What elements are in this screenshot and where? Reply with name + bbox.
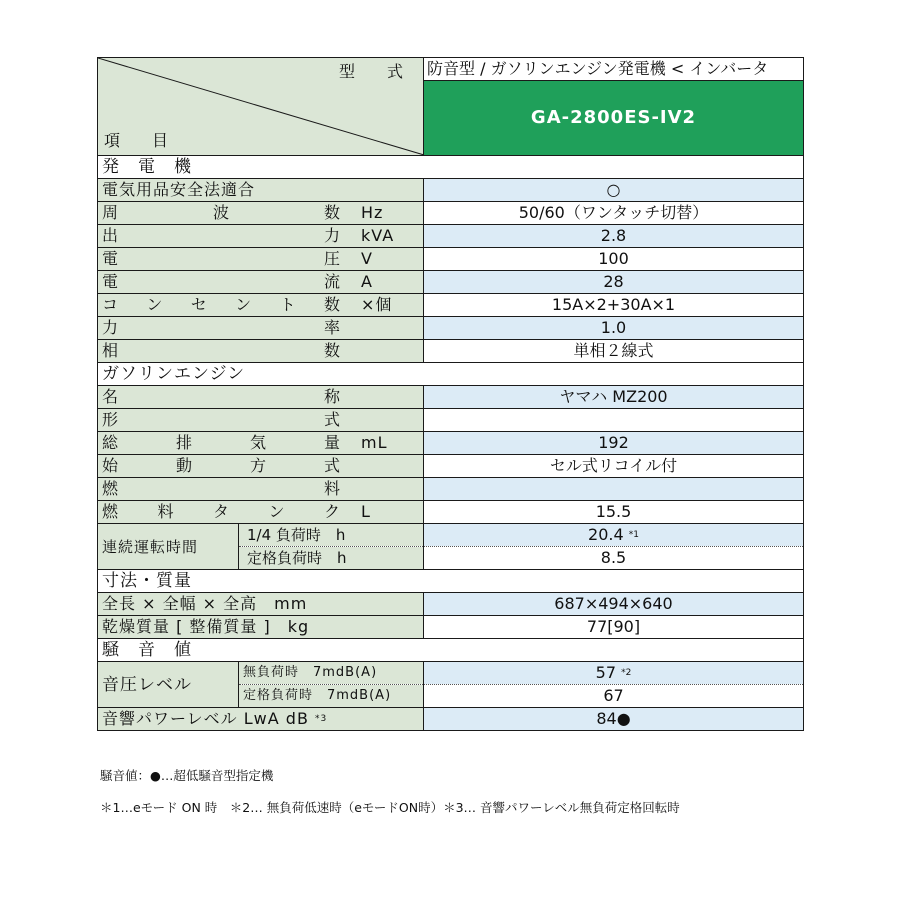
spl-rated-label: 定格負荷時 7mdB(A) (239, 685, 424, 708)
label-char: 料 (157, 502, 175, 521)
label-char: ン (268, 502, 286, 521)
label-char: 流 (323, 272, 341, 291)
label-char: 周 (102, 203, 120, 222)
row-value-output: 2.8 (424, 225, 804, 248)
row-value-phase: 単相２線式 (424, 340, 804, 363)
row-value-displacement: 192 (424, 432, 804, 455)
row-label-pf (98, 317, 424, 340)
label-char: 数 (323, 295, 341, 314)
note-line-1: 騒音値：●…超低騒音型指定機 (100, 768, 274, 783)
unit-label: mL (361, 433, 388, 452)
section-dimensions: 寸法・質量 (98, 570, 804, 593)
row-label-runtime: 連続運転時間 (98, 524, 239, 570)
unit-label: A (361, 272, 373, 291)
label-char: 始 (102, 456, 120, 475)
label-char: 電 (102, 272, 120, 291)
row-label-weight: 乾燥質量 [ 整備質量 ] kg (98, 616, 424, 639)
label-char: 力 (102, 318, 120, 337)
label-char: 気 (249, 433, 267, 452)
row-label-tank (98, 501, 424, 524)
spl-noload-value-cell (424, 662, 804, 685)
section-engine: ガソリンエンジン (98, 363, 804, 386)
section-noise: 騒 音 値 (98, 639, 804, 662)
label-char: 圧 (323, 249, 341, 268)
label-char: 率 (323, 318, 341, 337)
row-label-displacement (98, 432, 424, 455)
label-char: 波 (212, 203, 230, 222)
runtime-rated-value: 8.5 (424, 547, 804, 570)
row-label-phase (98, 340, 424, 363)
row-value-fuel (424, 478, 804, 501)
note-ref-2: *2 (621, 668, 632, 678)
row-label-spl: 音圧レベル (98, 662, 239, 708)
section-generator: 発 電 機 (98, 156, 804, 179)
runtime-rated-label: 定格負荷時 h (239, 547, 424, 570)
unit-label: V (361, 249, 373, 268)
runtime-quarter-label: 1/4 負荷時 h (239, 524, 424, 547)
row-label-safety: 電気用品安全法適合 (98, 179, 424, 202)
label-char: ト (279, 295, 297, 314)
row-label-size: 全長 × 全幅 × 全高 mm (98, 593, 424, 616)
row-value-current: 28 (424, 271, 804, 294)
row-label-output (98, 225, 424, 248)
row-label-eng-type (98, 409, 424, 432)
label-char: 総 (102, 433, 120, 452)
label-char: 式 (323, 456, 341, 475)
item-label: 項 目 (104, 131, 177, 150)
row-label-outlets (98, 294, 424, 317)
unit-label: kVA (361, 226, 395, 245)
label-char: 形 (102, 410, 120, 429)
type-label: 型 式 (338, 62, 411, 81)
unit-label: Hz (361, 203, 384, 222)
row-label-current (98, 271, 424, 294)
row-label-swl (98, 708, 424, 731)
row-value-weight: 77[90] (424, 616, 804, 639)
label-char: 出 (102, 226, 120, 245)
row-value-tank: 15.5 (424, 501, 804, 524)
label-char: 称 (323, 387, 341, 406)
unit-label: ×個 (361, 295, 393, 314)
row-label-voltage (98, 248, 424, 271)
label-char: 相 (102, 341, 120, 360)
unit-label: L (361, 502, 371, 521)
row-label-eng-name (98, 386, 424, 409)
row-value-start: セル式リコイル付 (424, 455, 804, 478)
label-char: 方 (249, 456, 267, 475)
label-char: 電 (102, 249, 120, 268)
label-char: ン (235, 295, 253, 314)
label-char: 力 (323, 226, 341, 245)
row-value-size: 687×494×640 (424, 593, 804, 616)
row-value-pf: 1.0 (424, 317, 804, 340)
label-char: 燃 (102, 479, 120, 498)
label-char: コ (102, 295, 120, 314)
label-char: タ (212, 502, 230, 521)
note-ref-1: *1 (628, 530, 639, 540)
note-ref-3: *3 (315, 714, 328, 724)
model-name: GA-2800ES-IV2 (424, 81, 804, 156)
label-char: 排 (175, 433, 193, 452)
row-value-swl: 84● (424, 708, 804, 731)
row-value-outlets: 15A×2+30A×1 (424, 294, 804, 317)
type-value: 防音型 / ガソリンエンジン発電機 < インバータ (424, 58, 804, 81)
label-char: 式 (323, 410, 341, 429)
label-char: 数 (323, 341, 341, 360)
swl-label: 音響パワーレベル LwA dB (102, 709, 309, 728)
row-value-freq: 50/60（ワンタッチ切替） (424, 202, 804, 225)
label-char: 燃 (102, 502, 120, 521)
label-char: 料 (323, 479, 341, 498)
spl-noload-label: 無負荷時 7mdB(A) (239, 662, 424, 685)
row-label-start (98, 455, 424, 478)
row-value-eng-name: ヤマハ MZ200 (424, 386, 804, 409)
label-char: 量 (323, 433, 341, 452)
row-label-freq (98, 202, 424, 225)
label-char: ク (323, 502, 341, 521)
note-line-2: ＊1…eモード ON 時 ＊2… 無負荷低速時（eモードON時）＊3… 音響パワーレベル無負荷定格回転時 (100, 800, 680, 815)
runtime-quarter-value-cell (424, 524, 804, 547)
label-char: 数 (323, 203, 341, 222)
row-value-safety: ○ (424, 179, 804, 202)
spec-table (97, 57, 804, 731)
label-char: ン (146, 295, 164, 314)
spl-rated-value: 67 (424, 685, 804, 708)
spl-noload-value: 57 (595, 663, 617, 682)
runtime-quarter-value: 20.4 (588, 525, 624, 544)
label-char: 名 (102, 387, 120, 406)
label-char: 動 (175, 456, 193, 475)
row-value-eng-type (424, 409, 804, 432)
header-corner-cell (98, 58, 424, 156)
row-value-voltage: 100 (424, 248, 804, 271)
row-label-fuel (98, 478, 424, 501)
label-char: セ (190, 295, 208, 314)
